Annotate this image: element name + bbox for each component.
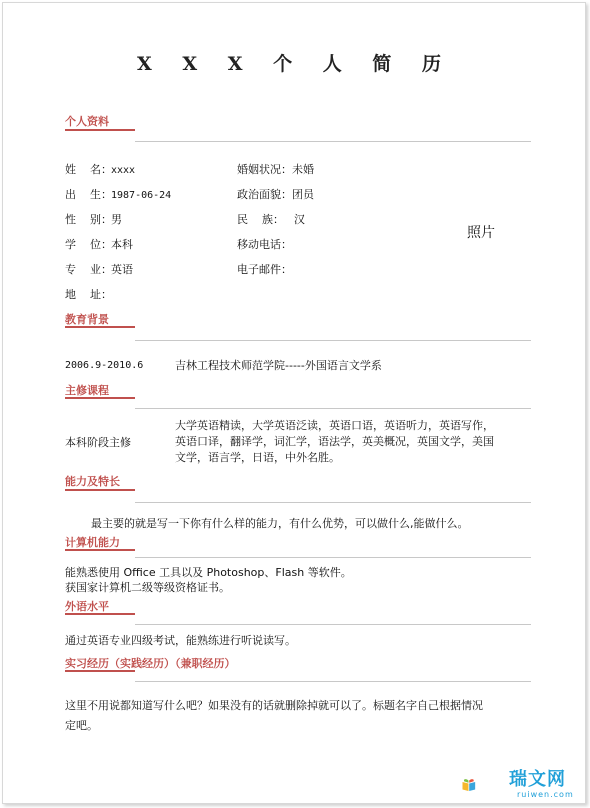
section-rule [135, 502, 531, 503]
section-heading-computer: 计算机能力 [65, 536, 120, 549]
field-label: 电子邮件： [237, 263, 292, 276]
field-gender [65, 211, 122, 227]
section-rule [135, 408, 531, 409]
computer-line: 获国家计算机二级等级资格证书。 [65, 581, 230, 594]
field-value: 男 [111, 213, 122, 226]
section-rule-accent [65, 670, 135, 672]
field-ethnic [237, 211, 305, 227]
courses-line: 文学，语言学，日语，中外名胜。 [175, 451, 340, 464]
field-value: 本科 [111, 238, 133, 251]
field-value: xxxx [111, 165, 136, 176]
section-heading-education: 教育背景 [65, 313, 109, 326]
courses-line: 大学英语精读，大学英语泛读，英语口语，英语听力，英语写作， [175, 419, 494, 432]
field-major [65, 261, 133, 277]
education-period: 2006.9-2010.6 [65, 360, 144, 371]
computer-line: 能熟悉使用 Office 工具以及 Photoshop、Flash 等软件。 [65, 566, 352, 579]
watermark-url: ruiwen.com [517, 790, 574, 799]
watermark-name: 瑞文网 [509, 769, 566, 790]
field-birth [65, 186, 171, 202]
field-value: 汉 [294, 213, 305, 226]
section-rule [135, 141, 531, 142]
skills-text: 最主要的就是写一下你有什么样的能力，有什么优势，可以做什么,能做什么。 [91, 517, 469, 530]
section-rule-accent [65, 613, 135, 615]
section-rule-accent [65, 549, 135, 551]
photo-placeholder: 照片 [467, 225, 495, 241]
education-school: 吉林工程技术师范学院-----外国语言文学系 [175, 359, 382, 372]
section-rule-accent [65, 397, 135, 399]
section-rule-accent [65, 326, 135, 328]
field-label: 民 族： [237, 213, 284, 226]
field-label: 学 位： [65, 238, 112, 251]
section-heading-skills: 能力及特长 [65, 475, 120, 488]
section-rule [135, 557, 531, 558]
field-label: 地 址： [65, 288, 112, 301]
field-label: 移动电话： [237, 238, 292, 251]
section-heading-language: 外语水平 [65, 600, 109, 613]
field-value: 英语 [111, 263, 133, 276]
field-label: 性 别： [65, 213, 112, 226]
page-title: X X X 个 人 简 历 [137, 53, 453, 75]
section-rule-accent [65, 489, 135, 491]
courses-line: 英语口译，翻译学，词汇学，语法学，英美概况，英国文学，美国 [175, 435, 494, 448]
field-label: 出 生： [65, 188, 112, 201]
field-value: 未婚 [292, 163, 314, 176]
field-label: 政治面貌： [237, 188, 292, 201]
field-label: 婚姻状况： [237, 163, 292, 176]
field-marital [237, 161, 314, 177]
courses-label: 本科阶段主修 [65, 436, 131, 449]
book-icon [461, 765, 505, 805]
section-rule [135, 624, 531, 625]
field-address [65, 286, 111, 302]
field-value: 1987-06-24 [111, 190, 172, 201]
language-text: 通过英语专业四级考试，能熟练进行听说读写。 [65, 634, 296, 647]
section-heading-courses: 主修课程 [65, 384, 109, 397]
field-email [237, 261, 292, 277]
section-heading-internship: 实习经历（实践经历）（兼职经历） [65, 657, 236, 670]
section-rule [135, 340, 531, 341]
section-heading-personal: 个人资料 [65, 115, 109, 128]
field-label: 专 业： [65, 263, 112, 276]
field-degree [65, 236, 133, 252]
field-label: 姓 名： [65, 163, 112, 176]
section-rule-accent [65, 129, 135, 131]
resume-page [2, 2, 586, 804]
field-political [237, 186, 314, 202]
internship-line: 这里不用说都知道写什么吧？如果没有的话就删除掉就可以了。标题名字自己根据情况 [65, 699, 483, 712]
field-name [65, 161, 135, 177]
internship-line: 定吧。 [65, 719, 98, 732]
field-value: 团员 [292, 188, 314, 201]
section-rule [135, 681, 531, 682]
field-mobile [237, 236, 292, 252]
